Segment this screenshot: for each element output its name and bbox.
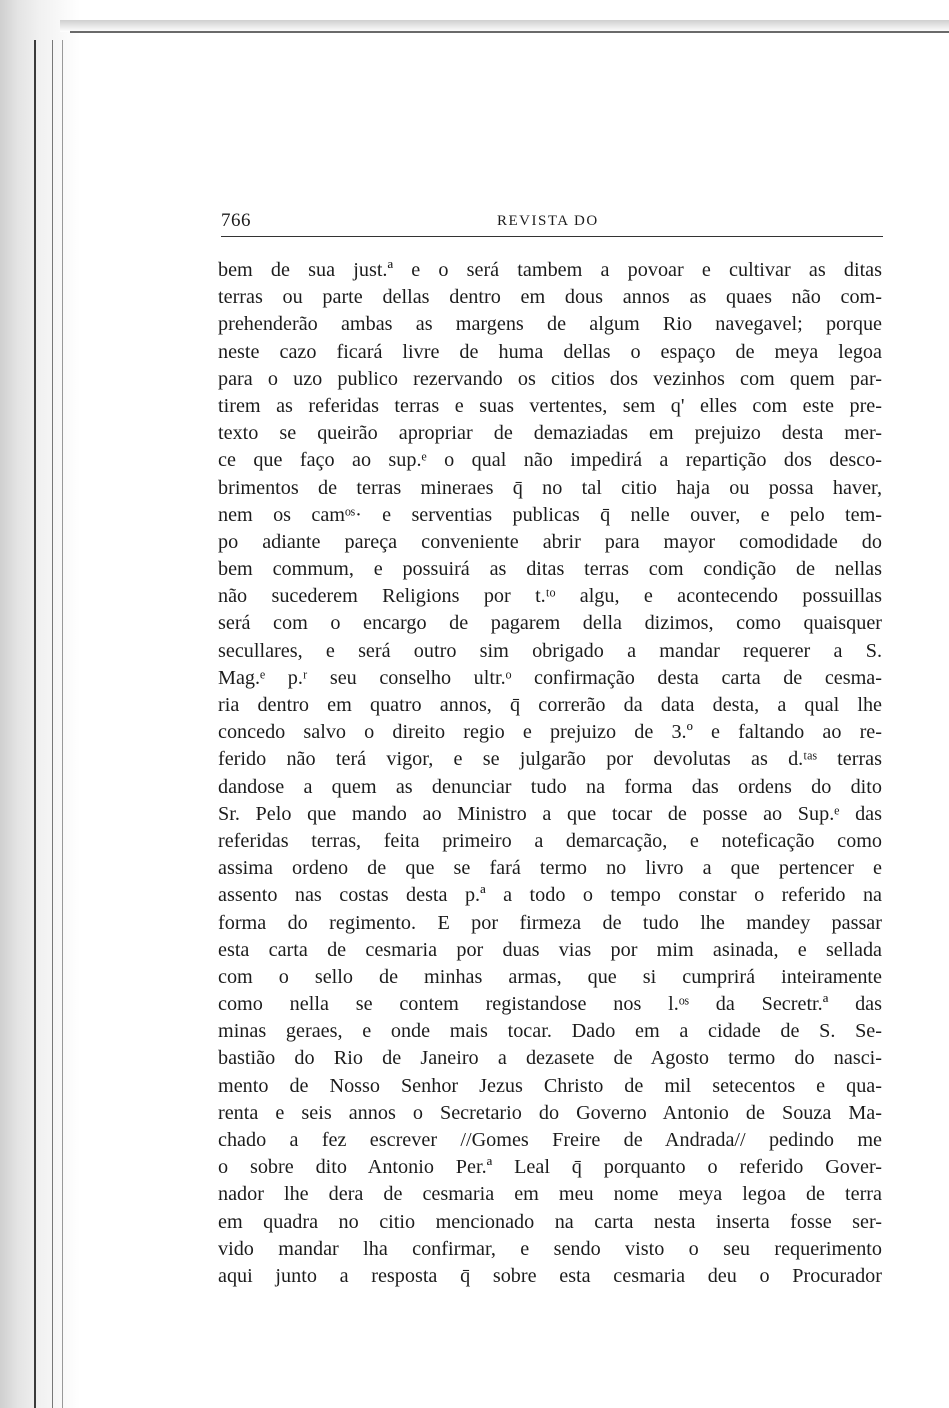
text-line: texto se queirão apropriar de demaziadas em prejuizo desta mer- [218,422,882,445]
text-line: renta e seis annos o Secretario do Governo Antonio de Souza Ma- [218,1101,882,1124]
body-text [218,257,882,1290]
spine-edge-line [34,40,36,1408]
text-line: aqui junto a resposta q̄ sobre esta cesmaria deu o Procurador [218,1264,882,1287]
spine-edge-line [62,40,63,1408]
text-line: o sobre dito Antonio Per.ª Leal q̄ porquanto o referido Gover- [218,1156,882,1179]
text-line: ria dentro em quatro annos, q̄ correrão da data desta, a qual lhe [218,694,882,716]
text-line: prehenderão ambas as margens de algum Rio navegavel; porque [218,313,882,336]
text-line: minas geraes, e onde mais tocar. Dado em a cidade de S. Se- [218,1020,882,1043]
page-header [221,210,883,240]
text-line: ce que faço ao sup.ᵉ o qual não impedirá a repartição dos desco- [218,449,882,472]
text-line: Mag.ᵉ p.ʳ seu conselho ultr.ᵒ confirmação desta carta de cesma- [218,666,882,689]
text-line: assento nas costas desta p.ª a todo o tempo constar o referido na [218,884,882,907]
text-line: neste cazo ficará livre de huma dellas o espaço de meya legoa [218,340,882,363]
text-line: com o sello de minhas armas, que si cumprirá inteiramente [218,965,882,988]
text-line: referidas terras, feita primeiro a demarcação, e noteficação como [218,829,882,852]
text-line: como nella se contem registandose nos l.ᵒˢ da Secretr.ª das [218,993,882,1016]
text-line: assima ordeno de que se fará termo no livro a que pertencer e [218,857,882,880]
text-line: não sucederem Religions por t.ᵗᵒ algu, e acontecendo possuillas [218,585,882,608]
text-line: tirem as referidas terras e suas vertentes, sem q' elles com este pre- [218,394,882,417]
text-line: nem os camᵒˢ· e serventias publicas q̄ nelle ouver, e pelo tem- [218,503,882,526]
page-number: 766 [221,210,251,231]
text-line: para o uzo publico rezervando os citios dos vezinhos com quem par- [218,367,882,390]
spine-edge-line [52,40,53,1408]
top-page-edge-line [70,31,949,33]
text-line: bem de sua just.ª e o será tambem a povoar e cultivar as ditas [218,259,882,281]
text-line: concedo salvo o direito regio e prejuizo de 3.º e faltando ao re- [218,721,882,744]
text-line: será com o encargo de pagarem della dizimos, como quaisquer [218,612,882,635]
text-line: po adiante pareça conveniente abrir para mayor comodidade do [218,530,882,553]
text-line: nador lhe dera de cesmaria em meu nome meya legoa de terra [218,1183,882,1206]
text-line: em quadra no citio mencionado na carta nesta inserta fosse ser- [218,1210,882,1233]
book-spine-shadow [0,0,80,1408]
header-rule [221,236,883,237]
text-line: vido mandar lha confirmar, e sendo visto o seu requerimento [218,1237,882,1260]
text-line: esta carta de cesmaria por duas vias por mim asinada, e sellada [218,938,882,961]
text-line: bem commum, e possuirá as ditas terras com condição de nellas [218,558,882,581]
text-line: secullares, e será outro sim obrigado a mandar requerer a S. [218,639,882,662]
text-line: dandose a quem as denunciar tudo na forma das ordens do dito [218,775,882,798]
text-line: forma do regimento. E por firmeza de tudo lhe mandey passar [218,911,882,934]
text-line: chado a fez escrever //Gomes Freire de Andrada// pedindo me [218,1129,882,1151]
text-line: ferido não terá vigor, e se julgarão por devolutas as d.ᵗᵃˢ terras [218,748,882,771]
text-line: brimentos de terras mineraes q̄ no tal citio haja ou possa haver, [218,476,882,499]
text-line: terras ou parte dellas dentro em dous annos as quaes não com- [218,286,882,309]
text-line: Sr. Pelo que mando ao Ministro a que tocar de posse ao Sup.ᵉ das [218,802,882,825]
running-head: REVISTA DO [497,213,599,229]
text-line: bastião do Rio de Janeiro a dezasete de Agosto termo do nasci- [218,1047,882,1070]
text-line: mento de Nosso Senhor Jezus Christo de mil setecentos e qua- [218,1074,882,1097]
